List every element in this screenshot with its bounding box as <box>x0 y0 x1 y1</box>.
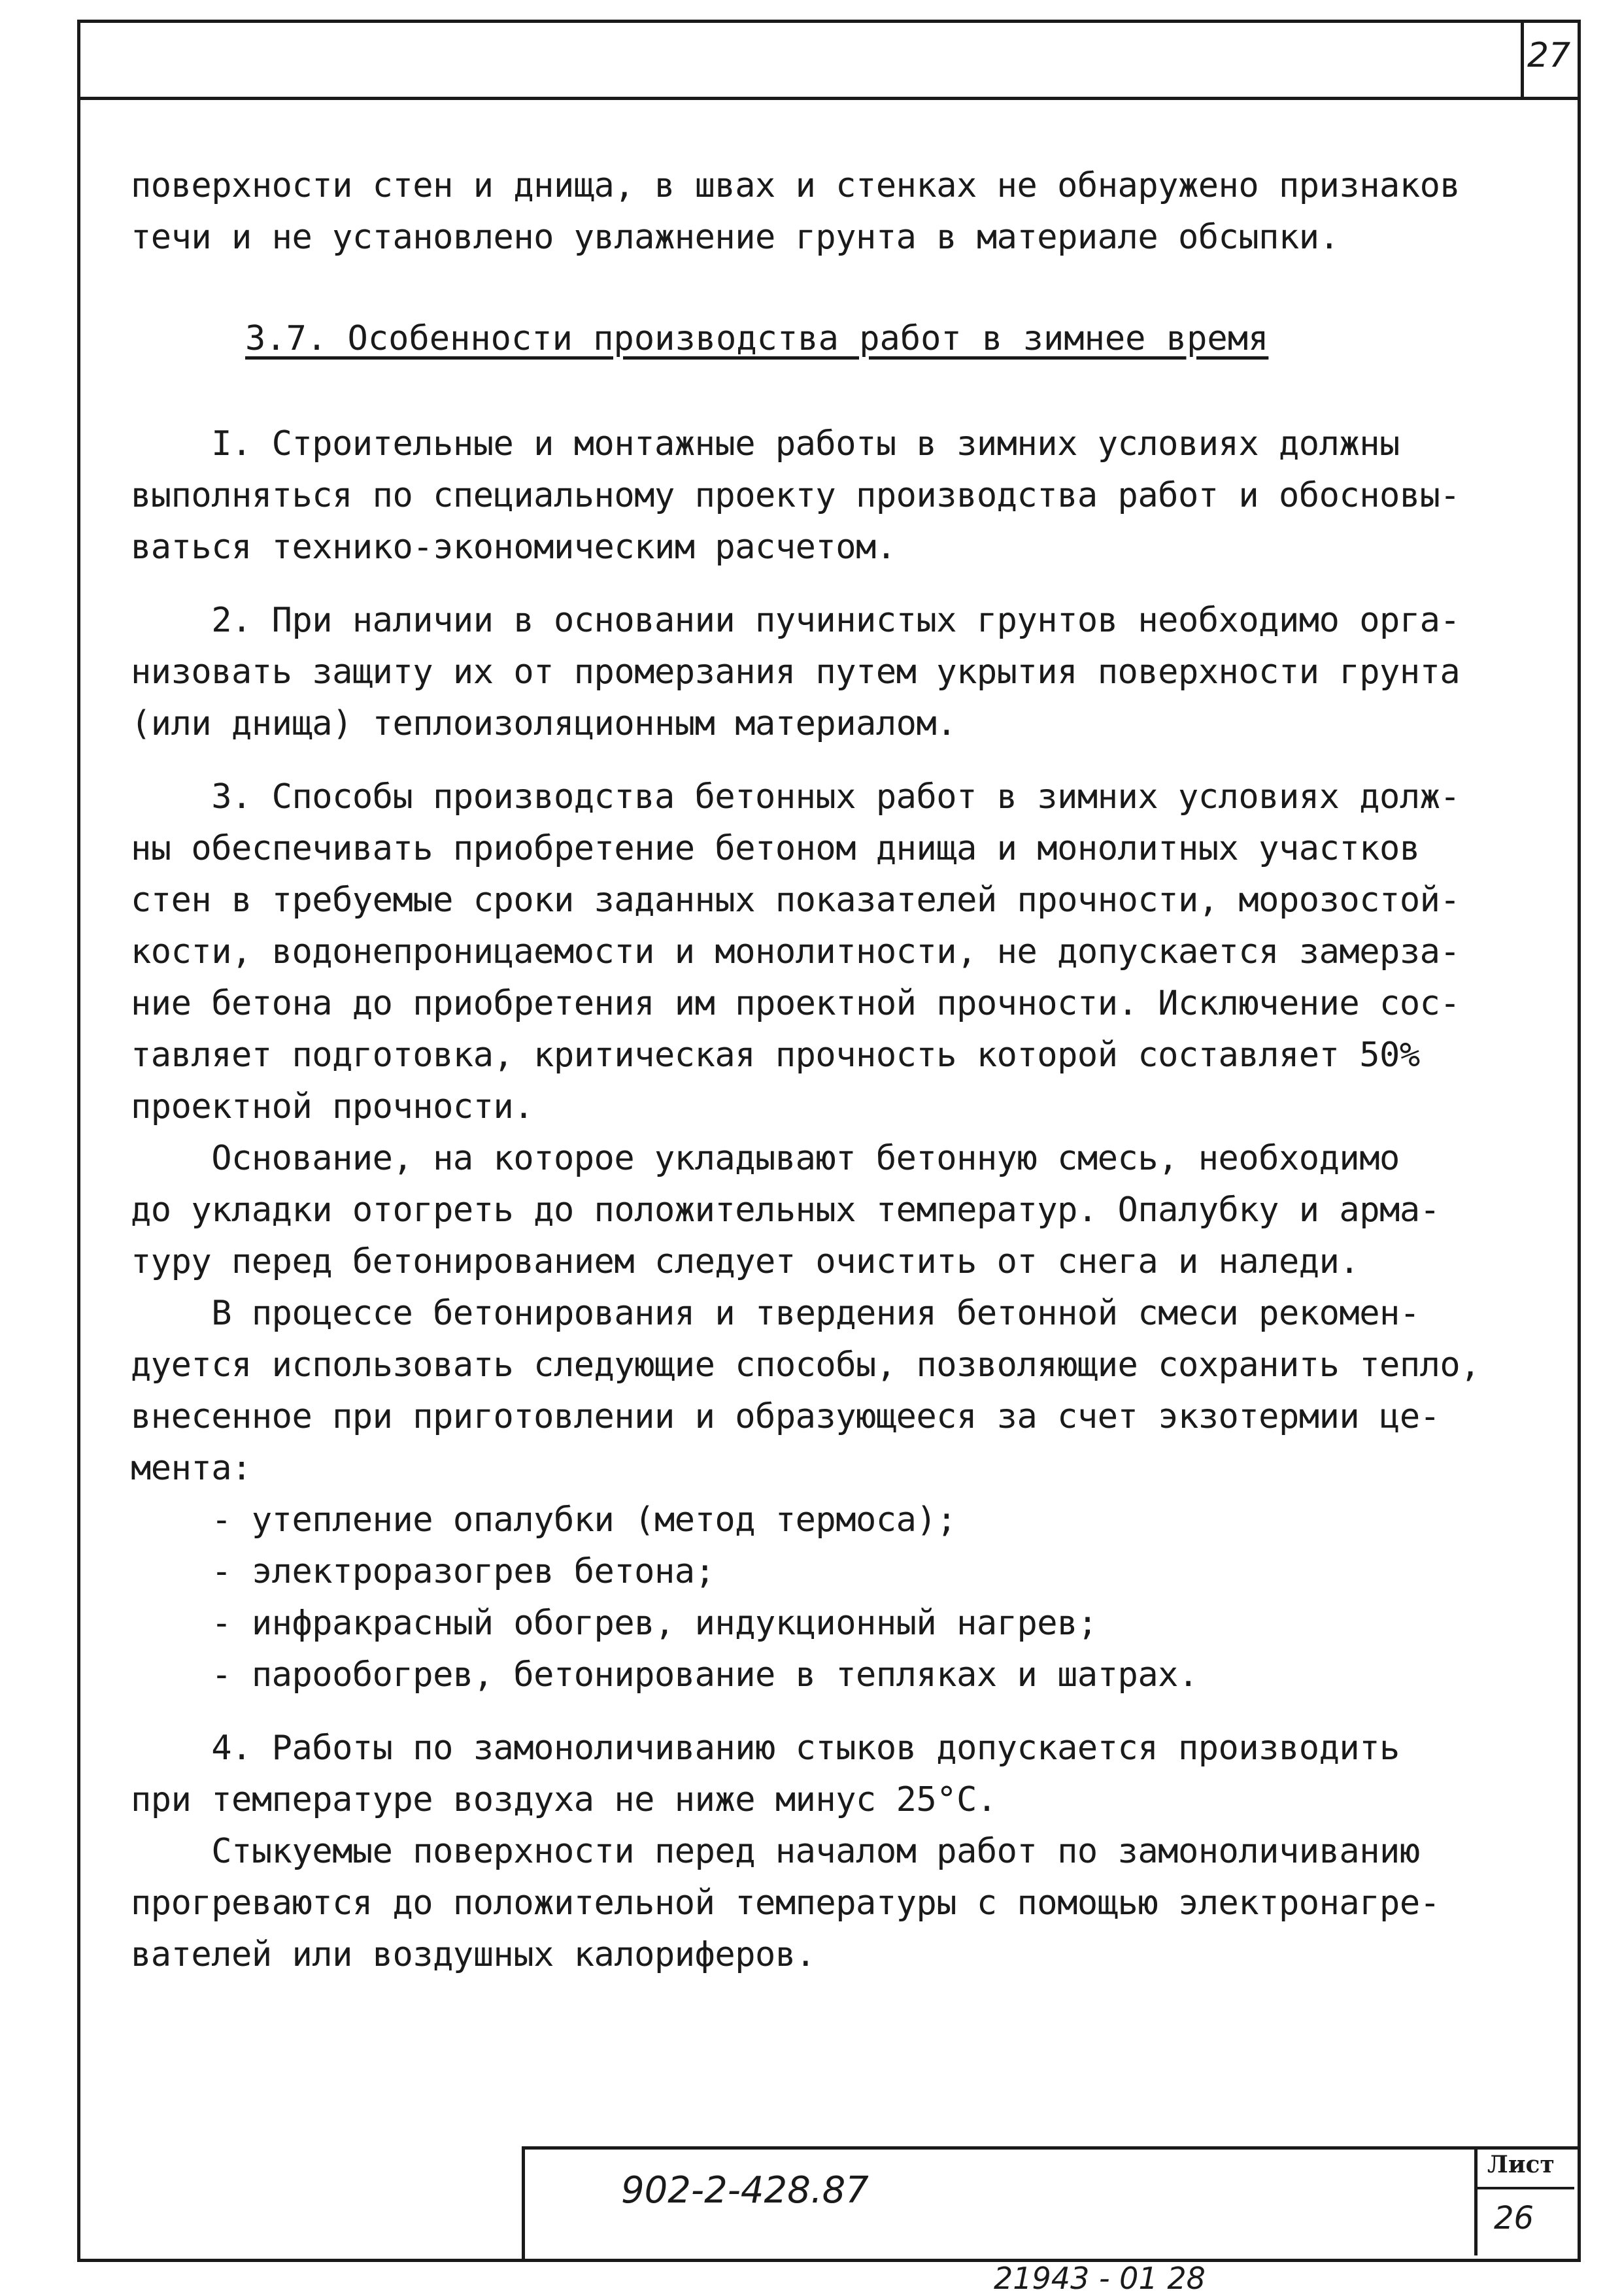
text-line: внесенное при приготовлении и образующееся за счет экзотермии це- <box>131 1397 1440 1436</box>
sheet-number-top: 27 <box>1527 36 1571 75</box>
text-line: ваться технико-экономическим расчетом. <box>131 528 896 567</box>
text-line: стен в требуемые сроки заданных показателей прочности, морозостой- <box>131 881 1461 920</box>
text-line: 4. Работы по замоноличиванию стыков допускается производить <box>131 1729 1400 1768</box>
list-item: - утепление опалубки (метод термоса); <box>131 1500 957 1540</box>
text-line: тавляет подготовка, критическая прочность которой составляет 50% <box>131 1036 1420 1075</box>
archive-number: 21943 - 01 28 <box>994 2261 1206 2296</box>
text-line: при температуре воздуха не ниже минус 25°С. <box>131 1780 997 1819</box>
text-line: низовать защиту их от промерзания путем укрытия поверхности грунта <box>131 652 1461 692</box>
text-line: кости, водонепроницаемости и монолитности, не допускается замерза- <box>131 932 1461 971</box>
list-item: - электроразогрев бетона; <box>131 1552 715 1591</box>
text-line: мента: <box>131 1449 252 1488</box>
text-line: Стыкуемые поверхности перед началом работ по замоноличиванию <box>131 1832 1420 1871</box>
text-line: Основание, на которое укладывают бетонную смесь, необходимо <box>131 1139 1400 1178</box>
sheet-number: 26 <box>1494 2200 1534 2237</box>
document-code: 902-2-428.87 <box>621 2169 869 2212</box>
text-line: В процессе бетонирования и твердения бетонной смеси рекомен- <box>131 1294 1420 1333</box>
text-line: выполняться по специальному проекту производства работ и обосновы- <box>131 476 1461 515</box>
list-item: - инфракрасный обогрев, индукционный нагрев; <box>131 1604 1098 1643</box>
text-line: туру перед бетонированием следует очистить от снега и наледи. <box>131 1242 1360 1281</box>
text-line: поверхности стен и днища, в швах и стенках не обнаружено признаков <box>131 166 1461 205</box>
text-line: ны обеспечивать приобретение бетоном днища и монолитных участков <box>131 829 1420 868</box>
text-line: проектной прочности. <box>131 1087 534 1126</box>
text-line: прогреваются до положительной температуры с помощью электронагре- <box>131 1883 1440 1923</box>
list-item: - парообогрев, бетонирование в тепляках и шатрах. <box>131 1655 1198 1695</box>
text-line: 3. Способы производства бетонных работ в зимних условиях долж- <box>131 777 1461 817</box>
text-line: I. Строительные и монтажные работы в зимних условиях должны <box>131 424 1400 464</box>
text-line: вателей или воздушных калориферов. <box>131 1935 816 1974</box>
title-block-divider <box>1474 2146 1478 2255</box>
text-line: дуется использовать следующие способы, позволяющие сохранить тепло, <box>131 1345 1481 1385</box>
text-line: 2. При наличии в основании пучинистых грунтов необходимо орга- <box>131 601 1461 640</box>
section-heading: 3.7. Особенности производства работ в зимнее время <box>245 319 1269 358</box>
text-line: до укладки отогреть до положительных температур. Опалубку и арма- <box>131 1190 1440 1230</box>
title-block-sheet-rule <box>1474 2187 1574 2189</box>
text-line: ние бетона до приобретения им проектной прочности. Исключение сос- <box>131 984 1461 1023</box>
text-line: течи и не установлено увлажнение грунта в материале обсыпки. <box>131 218 1340 257</box>
sheet-label: Лист <box>1487 2151 1555 2178</box>
text-line: (или днища) теплоизоляционным материалом. <box>131 704 957 743</box>
header-rule <box>77 97 1581 100</box>
